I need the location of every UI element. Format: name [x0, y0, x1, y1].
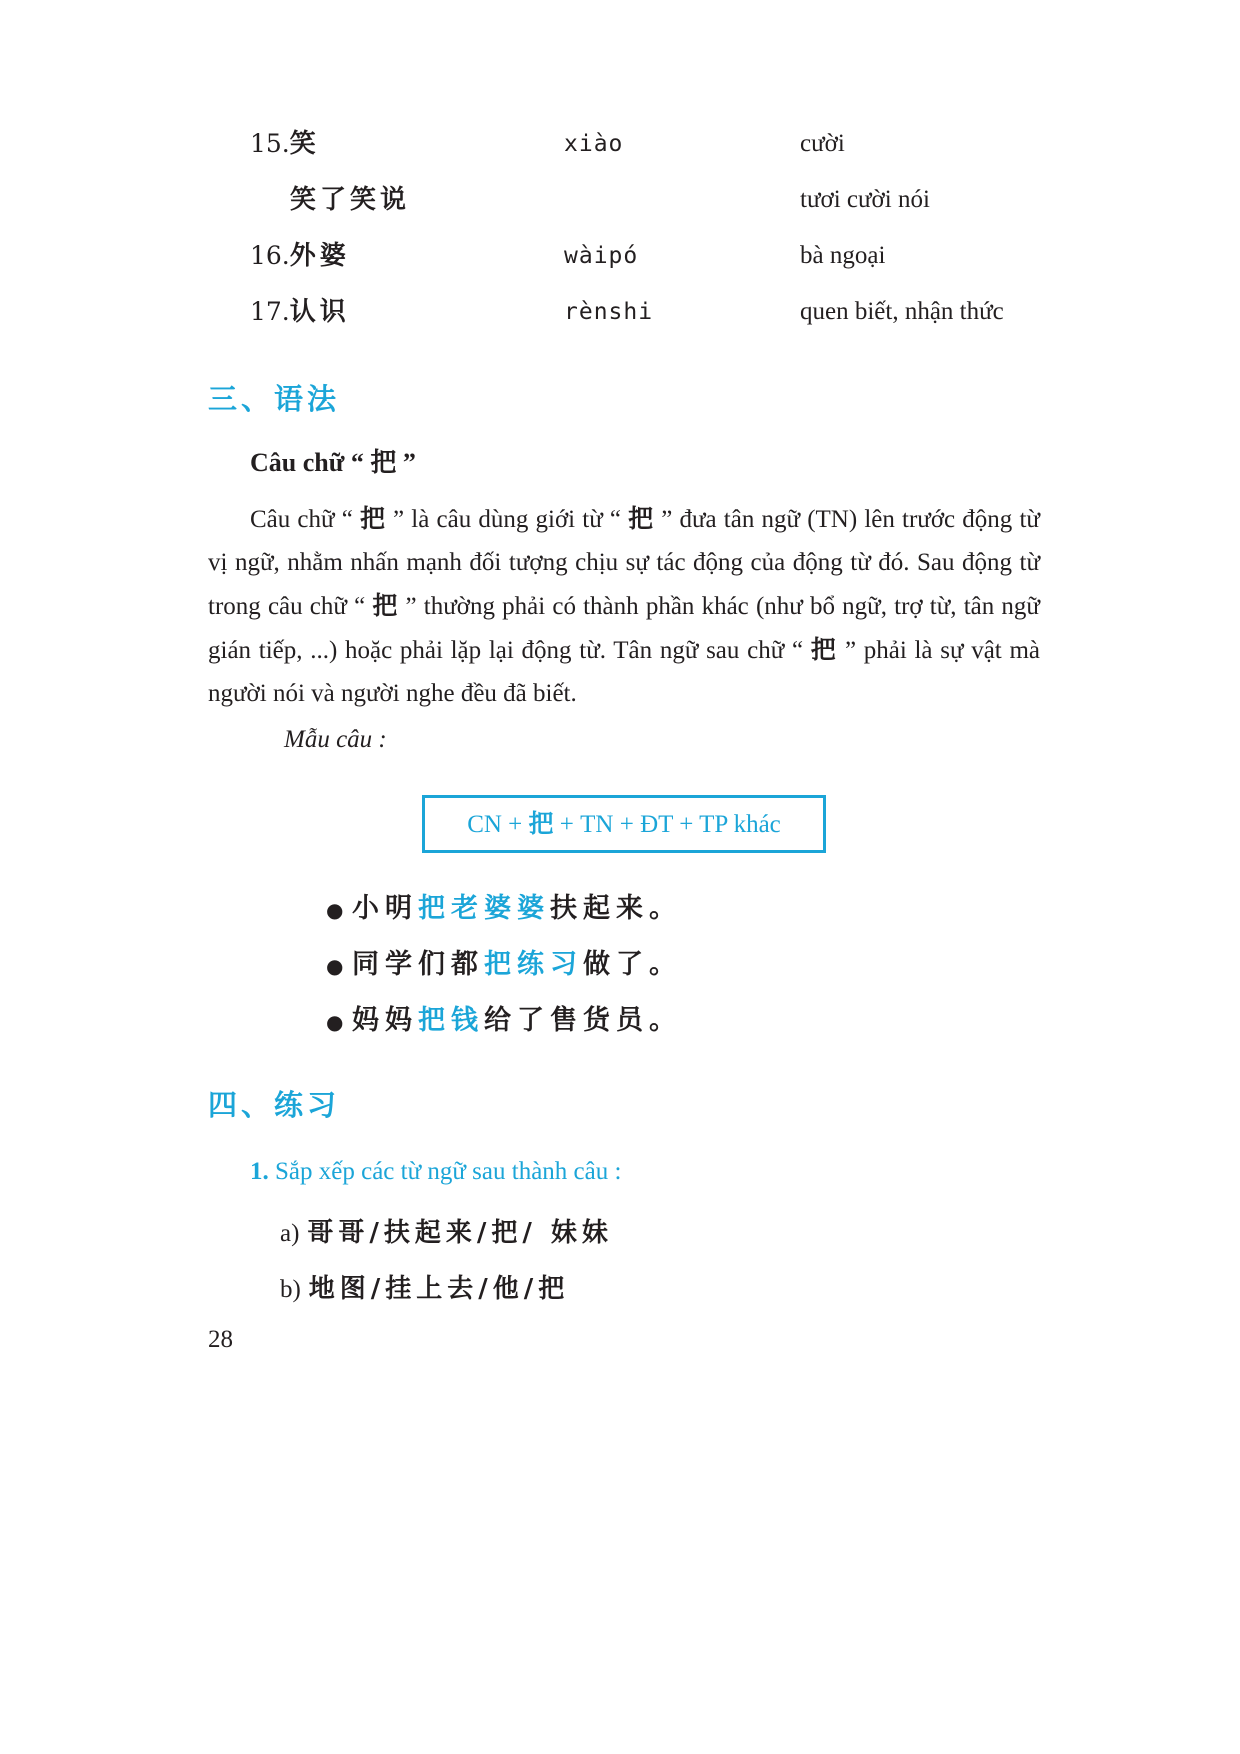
- vocab-hanzi: 笑: [289, 129, 320, 159]
- para-text: ” đưa tân ngữ (TN) lên trước động từ vị ngữ, nhằm nhấn mạnh đối tượng chịu sự tác động của động từ đó. Sau động từ trong câu chữ “: [208, 506, 1040, 620]
- vocab-meaning: cười: [800, 130, 845, 157]
- example-text: 做了。: [583, 949, 682, 980]
- example-highlight: 把老婆婆: [418, 893, 550, 924]
- vocab-pinyin: rènshi: [564, 299, 654, 325]
- para-hanzi: 把: [372, 591, 399, 620]
- vocab-entry: [250, 292, 350, 332]
- vocab-entry: [250, 236, 350, 276]
- exercise-number: 1.: [250, 1158, 269, 1185]
- subtitle-text: Câu chữ “: [250, 448, 371, 477]
- example-text: 扶起来。: [550, 893, 682, 924]
- grammar-explanation: [208, 497, 1040, 715]
- para-hanzi: 把: [359, 504, 386, 533]
- item-label: b): [280, 1276, 301, 1303]
- para-text: ” là câu dùng giới từ “: [385, 506, 629, 533]
- vocab-meaning: quen biết, nhận thức: [800, 298, 1004, 325]
- para-text: Câu chữ “: [250, 506, 360, 533]
- pattern-label: Mẫu câu :: [284, 726, 387, 753]
- vocab-hanzi: 认识: [289, 297, 350, 327]
- exercise-item: [280, 1268, 569, 1305]
- vocab-entry: [250, 124, 320, 164]
- para-text: ” phải là sự vật mà người nói và người nghe đều đã biết.: [208, 637, 1041, 707]
- para-hanzi: 把: [628, 504, 655, 533]
- item-text: 哥哥/扶起来/把/ 妹妹: [307, 1218, 613, 1248]
- bullet-icon: ●: [326, 897, 350, 922]
- vocab-pinyin: wàipó: [564, 243, 639, 269]
- vocab-number: 15.: [250, 129, 290, 158]
- practice-section-title: 四、练习: [208, 1088, 341, 1122]
- exercise-title: [250, 1158, 621, 1186]
- example-sentence: [326, 886, 682, 925]
- vocab-hanzi: 笑了笑说: [290, 185, 411, 215]
- vocab-meaning: tươi cười nói: [800, 186, 930, 213]
- item-text: 地图/挂上去/他/把: [308, 1274, 570, 1304]
- example-text: 小明: [352, 893, 418, 924]
- bullet-icon: ●: [326, 953, 350, 978]
- para-hanzi: 把: [810, 635, 838, 664]
- page-number: 28: [208, 1326, 233, 1353]
- example-highlight: 把钱: [418, 1005, 484, 1036]
- grammar-subtitle: [250, 442, 416, 479]
- example-text: 同学们都: [352, 949, 484, 980]
- para-text: ” thường phải có thành phần khác (như bổ ngữ, trợ từ, tân ngữ gián tiếp, ...) hoặc phải lặp lại động từ. Tân ngữ sau chữ “: [208, 593, 1040, 664]
- bullet-icon: ●: [326, 1009, 350, 1034]
- formula-box: [422, 795, 826, 853]
- example-text: 给了售货员。: [484, 1005, 682, 1036]
- formula-text: + TN + ĐT + TP khác: [553, 811, 781, 838]
- vocab-pinyin: xiào: [564, 131, 624, 157]
- example-sentence: [326, 942, 682, 981]
- formula-text: CN +: [467, 811, 529, 838]
- subtitle-text: ”: [396, 448, 416, 477]
- formula-hanzi: 把: [528, 809, 554, 838]
- exercise-instruction: Sắp xếp các từ ngữ sau thành câu :: [268, 1158, 622, 1185]
- item-label: a): [280, 1220, 300, 1247]
- vocab-number: 17.: [250, 297, 290, 326]
- subtitle-hanzi: 把: [370, 448, 397, 478]
- example-sentence: [326, 998, 682, 1037]
- example-text: 妈妈: [352, 1005, 418, 1036]
- example-highlight: 把练习: [484, 949, 583, 980]
- exercise-item: [280, 1212, 613, 1249]
- vocab-number: 16.: [250, 241, 290, 270]
- vocab-meaning: bà ngoại: [800, 242, 886, 269]
- grammar-section-title: 三、语法: [208, 382, 341, 416]
- vocab-hanzi: 外婆: [289, 241, 350, 271]
